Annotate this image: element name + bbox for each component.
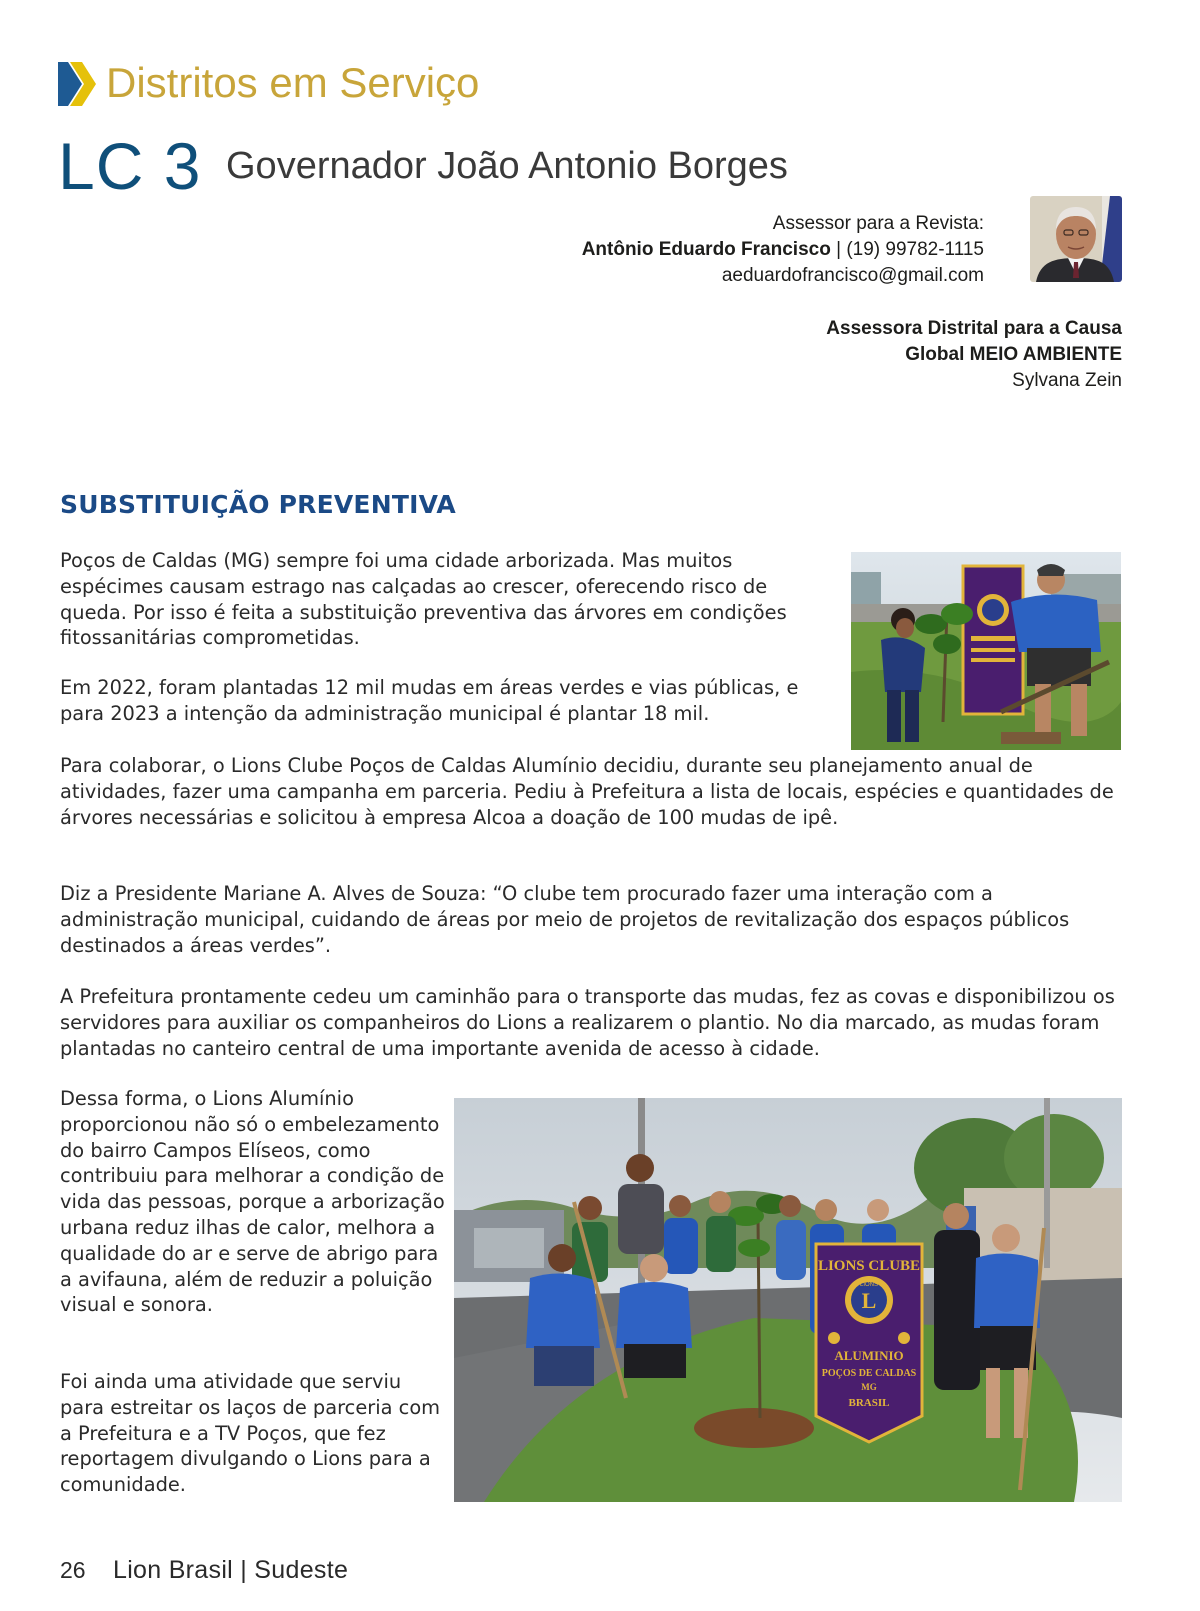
banner-club-text: ALUMINIO: [834, 1348, 904, 1363]
advisor-separator: |: [830, 239, 847, 260]
article-headline: SUBSTITUIÇÃO PREVENTIVA: [60, 490, 456, 519]
environment-advisor: [826, 316, 1122, 394]
advisor-role: Assessor para a Revista:: [772, 213, 984, 234]
article-paragraph-1: Poços de Caldas (MG) sempre foi uma cidade arborizada. Mas muitos espécimes causam estrago nas calçadas ao crescer, oferecendo risco de queda. Por isso é feita a substituição preventiva das árvores em condições fitossanitárias comprometidas.: [60, 549, 787, 650]
article-paragraph-2: Em 2022, foram plantadas 12 mil mudas em áreas verdes e vias públicas, e para 2023 a intenção da administração municipal é plantar 18 mil.: [60, 676, 799, 725]
district-code: LC 3: [58, 129, 202, 203]
environment-advisor-role-line2: Global MEIO AMBIENTE: [905, 344, 1122, 365]
article-paragraph-5: A Prefeitura prontamente cedeu um caminhão para o transporte das mudas, fez as covas e disponibilizou os servidores para auxiliar os companheiros do Lions a realizarem o plantio. No dia marcado, as mudas foram plantadas no canteiro central de uma importante avenida de acesso à cidade.: [60, 985, 1115, 1060]
advisor-phone: (19) 99782-1115: [846, 239, 984, 260]
planting-photo: [851, 552, 1121, 750]
banner-emblem-ring: LIONS: [859, 1282, 879, 1288]
banner-state-text: MG: [861, 1382, 877, 1392]
group-photo: [454, 1098, 1122, 1502]
governor-name: Governador João Antonio Borges: [226, 145, 788, 187]
environment-advisor-name: Sylvana Zein: [1012, 370, 1122, 391]
advisor-photo: [1030, 196, 1122, 282]
article-paragraph-7: Foi ainda uma atividade que serviu para estreitar os laços de parceria com a Prefeitura e a TV Poços, que fez reportagem divulgando o Lions para a comunidade.: [60, 1370, 441, 1497]
advisor-email: aeduardofrancisco@gmail.com: [721, 265, 984, 286]
advisor-name: Antônio Eduardo Francisco: [581, 239, 831, 260]
magazine-advisor: [582, 211, 984, 289]
article-paragraph-6: Dessa forma, o Lions Alumínio proporcionou não só o embelezamento do bairro Campos Elíseos, como contribuiu para melhorar a condição de vida das pessoas, porque a arborização urbana reduz ilhas de calor, melhora a qualidade do ar e serve de abrigo para a avifauna, além de reduzir a poluição visual e sonora.: [60, 1087, 445, 1317]
banner-top-text: LIONS CLUBE: [817, 1258, 921, 1274]
banner-country-text: BRASIL: [848, 1397, 890, 1409]
page-number: 26: [60, 1557, 86, 1583]
banner-emblem-letter: L: [861, 1288, 877, 1313]
banner-city-text: POÇOS DE CALDAS: [821, 1368, 917, 1379]
section-title: Distritos em Serviço: [106, 59, 480, 106]
article-paragraph-3: Para colaborar, o Lions Clube Poços de Caldas Alumínio decidiu, durante seu planejamento anual de atividades, fazer uma campanha em parceria. Pediu à Prefeitura a lista de locais, espécies e quantidades de árvores necessárias e solicitou à empresa Alcoa a doação de 100 mudas de ipê.: [60, 754, 1114, 829]
article-paragraph-4: Diz a Presidente Mariane A. Alves de Souza: “O clube tem procurado fazer uma interação com a administração municipal, cuidando de áreas por meio de projetos de revitalização dos espaços públicos destinados a áreas verdes”.: [60, 882, 1070, 957]
section-arrow-icon: [58, 62, 98, 106]
environment-advisor-role-line1: Assessora Distrital para a Causa: [826, 318, 1122, 339]
advisor-contact-line: [582, 237, 984, 263]
publication-name: Lion Brasil | Sudeste: [113, 1556, 349, 1584]
